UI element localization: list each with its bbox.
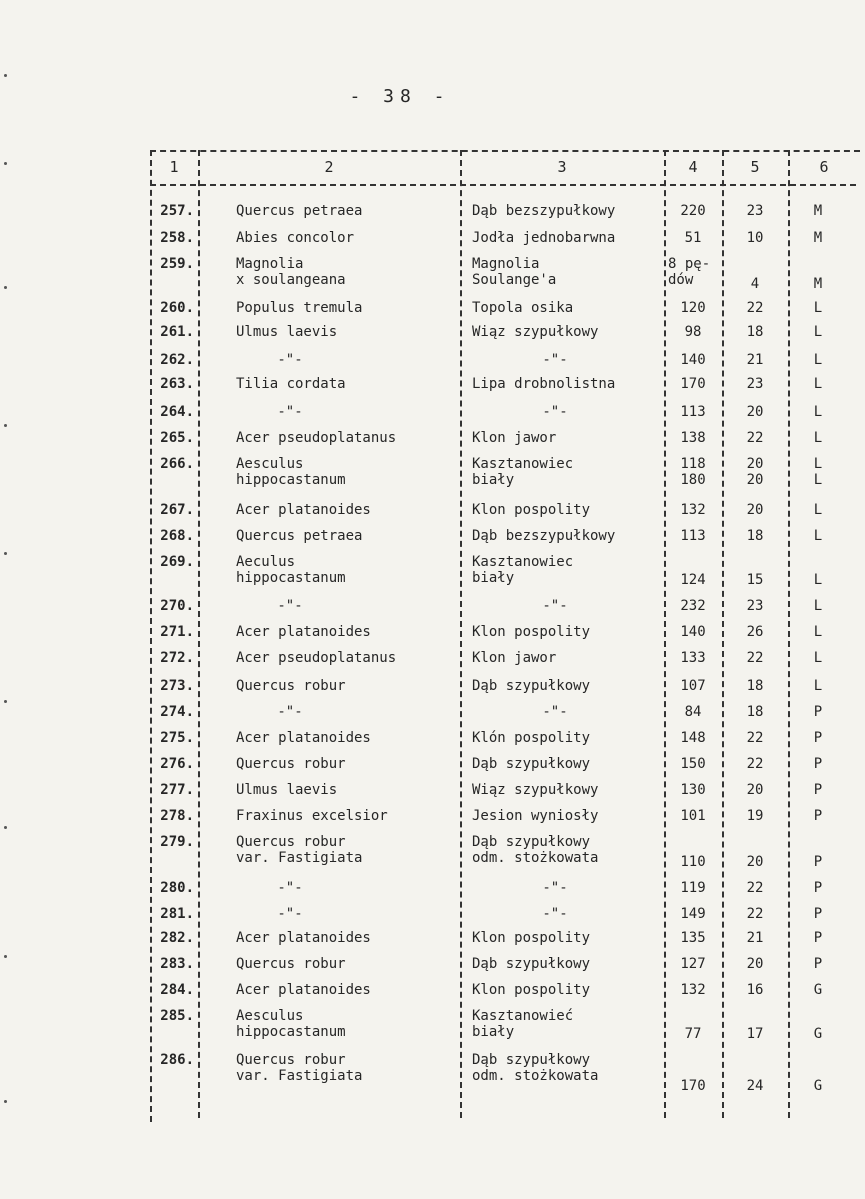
polish-name: Klon pospolity xyxy=(472,502,591,518)
row-number: 259. xyxy=(160,256,194,272)
col-5-value: 26 xyxy=(746,624,764,640)
latin-name: Quercus petraea xyxy=(236,528,363,544)
row-number: 273. xyxy=(160,678,194,694)
row-number: 263. xyxy=(160,376,194,392)
polish-name: Jodła jednobarwna xyxy=(472,230,616,246)
polish-name: Dąb szypułkowy odm. stożkowata xyxy=(472,834,599,866)
row-number: 262. xyxy=(160,352,194,368)
row-number: 266. xyxy=(160,456,194,472)
col-4-value: 51 xyxy=(684,230,702,246)
polish-name: -"- xyxy=(542,880,568,896)
margin-mark xyxy=(4,74,7,77)
col-5-value: 20 xyxy=(746,502,764,518)
polish-name: -"- xyxy=(542,598,568,614)
latin-name: Quercus robur var. Fastigiata xyxy=(236,1052,363,1084)
column-divider xyxy=(788,150,790,1118)
col-4-value: 84 xyxy=(684,704,702,720)
polish-name: -"- xyxy=(542,906,568,922)
polish-name: -"- xyxy=(542,352,568,368)
header-col-5: 5 xyxy=(750,158,760,176)
row-number: 265. xyxy=(160,430,194,446)
col-5-value: 24 xyxy=(746,1078,764,1094)
row-number: 269. xyxy=(160,554,194,570)
margin-mark xyxy=(4,1100,7,1103)
col-4-value: 133 xyxy=(680,650,706,666)
col-4-value: 220 xyxy=(680,203,706,219)
col-6-value: P xyxy=(813,906,823,922)
col-6-value: P xyxy=(813,704,823,720)
margin-mark xyxy=(4,700,7,703)
col-5-value: 18 xyxy=(746,678,764,694)
row-number: 281. xyxy=(160,906,194,922)
col-6-value: P xyxy=(813,854,823,870)
row-number: 285. xyxy=(160,1008,194,1024)
row-number: 260. xyxy=(160,300,194,316)
col-6-value: M xyxy=(813,203,823,219)
col-5-value: 22 xyxy=(746,756,764,772)
margin-mark xyxy=(4,826,7,829)
col-5-value: 22 xyxy=(746,730,764,746)
row-number: 264. xyxy=(160,404,194,420)
col-4-value: 132 xyxy=(680,982,706,998)
col-6-value: L xyxy=(813,404,823,420)
polish-name: -"- xyxy=(542,404,568,420)
margin-mark xyxy=(4,424,7,427)
col-6-value: L xyxy=(813,650,823,666)
latin-name: -"- xyxy=(277,352,303,368)
latin-name: Aesculus hippocastanum xyxy=(236,456,346,488)
col-4-value: 140 xyxy=(680,624,706,640)
col-4-value: 113 xyxy=(680,404,706,420)
latin-name: -"- xyxy=(277,404,303,420)
col-5-value: 10 xyxy=(746,230,764,246)
polish-name: Klon jawor xyxy=(472,650,557,666)
header-col-1: 1 xyxy=(169,158,179,176)
column-divider xyxy=(460,150,462,1118)
polish-name: Dąb szypułkowy xyxy=(472,678,591,694)
polish-name: Kasztanowiec biały xyxy=(472,554,574,586)
latin-name: -"- xyxy=(277,880,303,896)
latin-name: Magnolia x soulangeana xyxy=(236,256,346,288)
col-5-value: 4 xyxy=(750,276,760,292)
polish-name: Kasztanowieć biały xyxy=(472,1008,574,1040)
row-number: 270. xyxy=(160,598,194,614)
margin-mark xyxy=(4,552,7,555)
polish-name: Klon pospolity xyxy=(472,982,591,998)
latin-name: Acer pseudoplatanus xyxy=(236,650,397,666)
col-4-value: 98 xyxy=(684,324,702,340)
polish-name: Dąb bezszypułkowy xyxy=(472,203,616,219)
latin-name: Acer pseudoplatanus xyxy=(236,430,397,446)
polish-name: Klon pospolity xyxy=(472,930,591,946)
header-col-2: 2 xyxy=(324,158,334,176)
header-col-4: 4 xyxy=(688,158,698,176)
latin-name: Ulmus laevis xyxy=(236,782,338,798)
row-number: 282. xyxy=(160,930,194,946)
column-divider xyxy=(664,150,666,1118)
row-number: 286. xyxy=(160,1052,194,1068)
col-6-value: M xyxy=(813,276,823,292)
col-5-value: 22 xyxy=(746,300,764,316)
latin-name: Quercus robur xyxy=(236,956,346,972)
col-6-value: L xyxy=(813,624,823,640)
col-5-value: 19 xyxy=(746,808,764,824)
latin-name: Quercus robur var. Fastigiata xyxy=(236,834,363,866)
col-5-value: 15 xyxy=(746,572,764,588)
col-4-value: 148 xyxy=(680,730,706,746)
row-number: 284. xyxy=(160,982,194,998)
col-4-value: 132 xyxy=(680,502,706,518)
col-4-value: 77 xyxy=(684,1026,702,1042)
col-6-value: L xyxy=(813,678,823,694)
col-5-value: 20 20 xyxy=(746,456,764,488)
col-4-value: 232 xyxy=(680,598,706,614)
col-6-value: L xyxy=(813,376,823,392)
margin-mark xyxy=(4,162,7,165)
col-5-value: 22 xyxy=(746,906,764,922)
latin-name: Quercus robur xyxy=(236,756,346,772)
col-4-value: 138 xyxy=(680,430,706,446)
latin-name: Fraxinus excelsior xyxy=(236,808,388,824)
col-5-value: 16 xyxy=(746,982,764,998)
col-6-value: P xyxy=(813,880,823,896)
col-5-value: 21 xyxy=(746,352,764,368)
polish-name: Jesion wyniosły xyxy=(472,808,599,824)
header-col-6: 6 xyxy=(819,158,829,176)
margin-mark xyxy=(4,955,7,958)
header-col-3: 3 xyxy=(557,158,567,176)
row-number: 268. xyxy=(160,528,194,544)
col-6-value: L xyxy=(813,598,823,614)
header-bottom-rule xyxy=(150,184,856,186)
polish-name: Klon pospolity xyxy=(472,624,591,640)
latin-name: Tilia cordata xyxy=(236,376,346,392)
col-4-value: 118 180 xyxy=(680,456,706,488)
col-6-value: M xyxy=(813,230,823,246)
latin-name: Quercus robur xyxy=(236,678,346,694)
col-4-value: 170 xyxy=(680,376,706,392)
col-5-value: 18 xyxy=(746,324,764,340)
polish-name: Wiąz szypułkowy xyxy=(472,782,599,798)
col-4-value: 113 xyxy=(680,528,706,544)
col-6-value: P xyxy=(813,930,823,946)
col-4-value: 101 xyxy=(680,808,706,824)
col-5-value: 23 xyxy=(746,376,764,392)
col-6-value: G xyxy=(813,1078,823,1094)
latin-name: Abies concolor xyxy=(236,230,355,246)
col-4-value: 8 pę- dów xyxy=(668,256,711,288)
latin-name: Ulmus laevis xyxy=(236,324,338,340)
row-number: 271. xyxy=(160,624,194,640)
row-number: 257. xyxy=(160,203,194,219)
latin-name: Aesculus hippocastanum xyxy=(236,1008,346,1040)
row-number: 277. xyxy=(160,782,194,798)
row-number: 280. xyxy=(160,880,194,896)
col-6-value: P xyxy=(813,756,823,772)
column-divider xyxy=(722,150,724,1118)
polish-name: Lipa drobnolistna xyxy=(472,376,616,392)
col-5-value: 18 xyxy=(746,528,764,544)
col-4-value: 124 xyxy=(680,572,706,588)
col-6-value: L xyxy=(813,352,823,368)
col-6-value: G xyxy=(813,982,823,998)
column-divider xyxy=(198,150,200,1118)
polish-name: Dąb szypułkowy xyxy=(472,956,591,972)
col-5-value: 22 xyxy=(746,880,764,896)
col-5-value: 20 xyxy=(746,854,764,870)
polish-name: Wiąz szypułkowy xyxy=(472,324,599,340)
col-5-value: 20 xyxy=(746,782,764,798)
latin-name: Acer platanoides xyxy=(236,502,371,518)
row-number: 267. xyxy=(160,502,194,518)
polish-name: Kasztanowiec biały xyxy=(472,456,574,488)
latin-name: -"- xyxy=(277,906,303,922)
col-6-value: L xyxy=(813,300,823,316)
col-6-value: P xyxy=(813,808,823,824)
latin-name: Aeculus hippocastanum xyxy=(236,554,346,586)
col-4-value: 149 xyxy=(680,906,706,922)
col-5-value: 20 xyxy=(746,404,764,420)
latin-name: Acer platanoides xyxy=(236,730,371,746)
col-4-value: 140 xyxy=(680,352,706,368)
latin-name: Acer platanoides xyxy=(236,930,371,946)
col-4-value: 135 xyxy=(680,930,706,946)
col-6-value: L xyxy=(813,528,823,544)
col-4-value: 130 xyxy=(680,782,706,798)
row-number: 272. xyxy=(160,650,194,666)
row-number: 276. xyxy=(160,756,194,772)
col-6-value: L L xyxy=(813,456,823,488)
col-4-value: 170 xyxy=(680,1078,706,1094)
row-number: 278. xyxy=(160,808,194,824)
row-number: 283. xyxy=(160,956,194,972)
row-number: 275. xyxy=(160,730,194,746)
latin-name: -"- xyxy=(277,598,303,614)
latin-name: Acer platanoides xyxy=(236,982,371,998)
row-number: 261. xyxy=(160,324,194,340)
polish-name: Klón pospolity xyxy=(472,730,591,746)
row-number: 258. xyxy=(160,230,194,246)
latin-name: Populus tremula xyxy=(236,300,363,316)
col-4-value: 119 xyxy=(680,880,706,896)
polish-name: -"- xyxy=(542,704,568,720)
col-6-value: L xyxy=(813,430,823,446)
latin-name: -"- xyxy=(277,704,303,720)
col-4-value: 110 xyxy=(680,854,706,870)
col-5-value: 20 xyxy=(746,956,764,972)
col-6-value: P xyxy=(813,956,823,972)
col-4-value: 150 xyxy=(680,756,706,772)
col-6-value: L xyxy=(813,324,823,340)
row-number: 279. xyxy=(160,834,194,850)
polish-name: Dąb szypułkowy xyxy=(472,756,591,772)
col-4-value: 127 xyxy=(680,956,706,972)
col-6-value: G xyxy=(813,1026,823,1042)
col-6-value: P xyxy=(813,730,823,746)
latin-name: Acer platanoides xyxy=(236,624,371,640)
polish-name: Dąb bezszypułkowy xyxy=(472,528,616,544)
page-number: - 38 - xyxy=(349,86,451,107)
col-6-value: P xyxy=(813,782,823,798)
col-5-value: 17 xyxy=(746,1026,764,1042)
col-5-value: 22 xyxy=(746,430,764,446)
polish-name: Topola osika xyxy=(472,300,574,316)
polish-name: Klon jawor xyxy=(472,430,557,446)
col-5-value: 23 xyxy=(746,203,764,219)
margin-mark xyxy=(4,286,7,289)
col-5-value: 22 xyxy=(746,650,764,666)
col-4-value: 107 xyxy=(680,678,706,694)
col-5-value: 21 xyxy=(746,930,764,946)
row-number: 274. xyxy=(160,704,194,720)
polish-name: Magnolia Soulange'a xyxy=(472,256,557,288)
table-top-rule xyxy=(150,150,860,152)
col-4-value: 120 xyxy=(680,300,706,316)
col-6-value: L xyxy=(813,572,823,588)
polish-name: Dąb szypułkowy odm. stożkowata xyxy=(472,1052,599,1084)
col-6-value: L xyxy=(813,502,823,518)
col-5-value: 23 xyxy=(746,598,764,614)
latin-name: Quercus petraea xyxy=(236,203,363,219)
col-5-value: 18 xyxy=(746,704,764,720)
